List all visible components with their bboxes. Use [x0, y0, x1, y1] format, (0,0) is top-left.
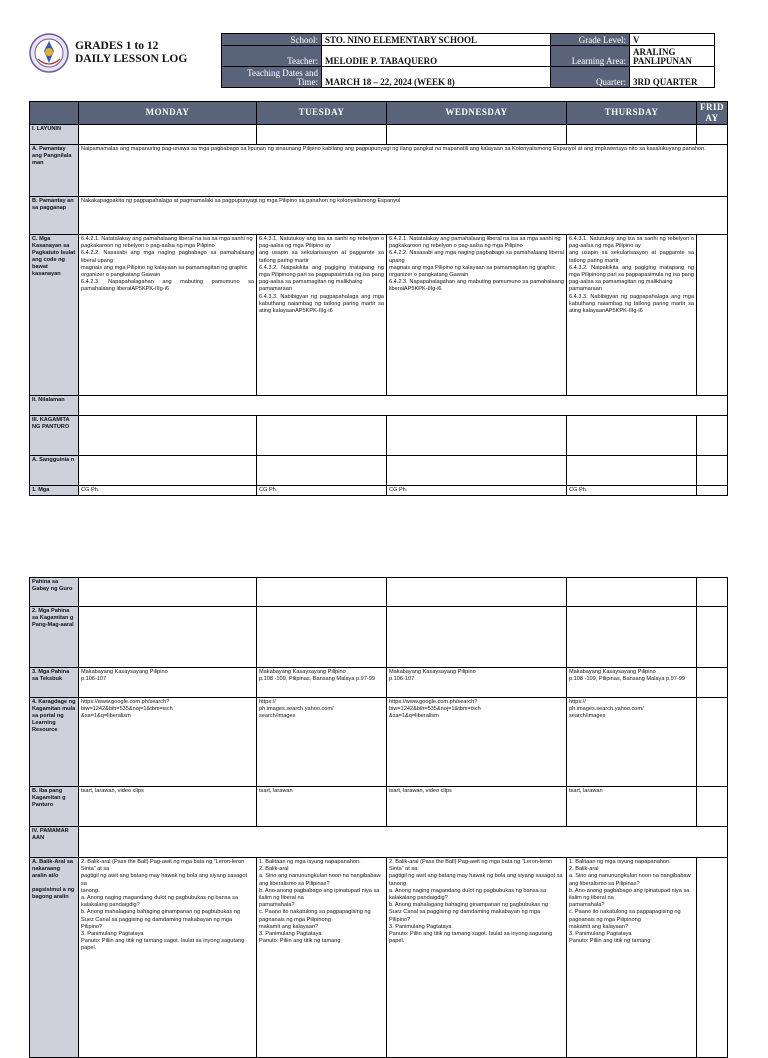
iba-tuesday: tsart, larawan: [257, 787, 387, 827]
day-header-monday: MONDAY: [79, 102, 257, 125]
cell: [387, 578, 567, 607]
cg-tuesday: CG Ph.: [257, 486, 387, 496]
cell: [697, 416, 728, 456]
cell: [567, 456, 697, 486]
cell: [387, 456, 567, 486]
row-label-mga-pahina: 1. Mga: [30, 486, 79, 496]
cell: [697, 125, 728, 145]
dates-label: Teaching Dates and Time:: [222, 67, 322, 88]
balik-aral-tuesday: 1. Balitaan ng mga isyung napapanahon. 2. Balik-aral a. Sino ang nanunungkulan noon na nangibabaw ang liberalismo sa Pilipinas? b. Ano-anong pagbabago ang ipinatupad niya sa ilalim ng liberal na pamamahala? c. Paano ito nakatulong sa pagpapagising ng pagnanais ng mga Pilipinong makamit ang kalayaan? 3. Panimulang Pagtataya Panuto: Piliin ang titik ng tamang: [257, 858, 387, 1058]
kasanayan-thursday: 6.4.3.1. Natutukoy ang isa sa sanhi ng rebelyon o pag-aalsa ng mga Pilipino ay ang usapin sa sekularisasyon at paggarote sa tatlong paring martir 6.4.3.2. Naipakikita ang pagiging matapang ng mga Pilipinong pari sa pagpapasimula ng isa pang pag-aalsa sa pamamagitan ng malikhaing pamamaraan 6.4.3.3. Nabibigyan ng pagpapahalaga ang mga kabuthang naiambag ng tatlong paring martir sa ating kalayaanAP5KPK-IIIg-i6: [567, 235, 697, 396]
teksbuk-wednesday: Makabayang Kasaysayang Pilipino p.106-107: [387, 668, 567, 698]
cell: [257, 125, 387, 145]
grade-label: Grade Level:: [551, 34, 630, 46]
cg-thursday: CG Ph.: [567, 486, 697, 496]
teksbuk-monday: Makabayang Kasaysayang Pilipino p.106-107: [79, 668, 257, 698]
pamantayan-sa-pagganap-text: Nakakapagpakita ng pagpapahalaga at pagmamalaki sa pagpupunyagi ng mga Pilipino sa panahon ng kolonyalismong Espanyol: [79, 197, 728, 235]
cell: [697, 486, 728, 496]
header-info-table: [221, 33, 715, 88]
area-value: ARALING PANLIPUNAN: [630, 46, 715, 67]
quarter-value: 3RD QUARTER: [630, 67, 715, 88]
row-label-iba-pang-kagamitan: B. Iba pang Kagamitan g Panturo: [30, 787, 79, 827]
iba-monday: tsart, larawan, video clips: [79, 787, 257, 827]
iba-wednesday: tsart, larawan, video clips: [387, 787, 567, 827]
cell: [697, 698, 728, 787]
kasanayan-wednesday: 6.4.2.1. Natatalakay ang pamahalaang liberal na isa sa mga sanhi ng pagkakaroon ng rebelyon o pag-aalsa ng mga Pilipino 6.4.2.2. Nasasabi ang mga naging pagbabago sa pamahalaang liberal upang magnais ang mga Pilipino ng kalayaan sa pamamagitan ng graphic organizer o pangkatang Gawain 6.4.2.3. Napapahalagahan ang mabuting pamumuno sa pamahalaang liberalAP5KPK-IIIg-i6: [387, 235, 567, 396]
portal-wednesday: https://www.google.com.ph/search?biw=1242&bih=535&noj=1&tbm=isch &sa=1&q=liberalism: [387, 698, 567, 787]
teksbuk-thursday: Makabayang Kasaysayang Pilipino p.108 -109, Pilipinas, Bansang Malaya p.97-99: [567, 668, 697, 698]
portal-monday: https://www.google.com.ph/search?biw=1242&bih=535&noj=1&tbm=isch &sa=1&q=liberalism: [79, 698, 257, 787]
portal-thursday: https:// ph.images.search.yahoo.com/ search/images: [567, 698, 697, 787]
cell: [257, 456, 387, 486]
cell: [567, 578, 697, 607]
day-header-tuesday: TUESDAY: [257, 102, 387, 125]
balik-aral-monday: 2. Balik-aral (Pass the Ball) Pag-awit ng mga bata ng “Leron-leron Sinta” at sa pagtigil ng awit ang batang may hawak ng bola ang siyang sasagot sa tanong. a. Anong naging magandang dulot ng pagbubukas ng bansa sa kalakalang pandaigdig? b. Anong mahalagang bahaging ginampanan ng pagbubukas ng Suez Canal sa paggising ng damdaming makabayan ng mga Pilipino? 3. Panimulang Pagtataya Panuto: Piliin ang titik ng tamang sagot. Isulat sa inyong sagutang papel.: [79, 858, 257, 1058]
lesson-log-table-page1: [29, 101, 728, 496]
cell: [567, 125, 697, 145]
balik-aral-wednesday: 2. Balik-aral (Pass the Ball) Pag-awit ng mga bata ng “Leron-leron Sinta” at sa pagtigil ng awit ang batang may hawak ng bola ang siyang sasagot sa tanong. a. Anong naging magandang dulot ng pagbubukas ng bansa sa kalakalang pandaigdig? b. Anong mahalagang bahaging ginampanan ng pagbubukas ng Suez Canal sa paggising ng damdaming makabayan ng mga Pilipino? 3. Panimulang Pagtataya Panuto: Piliin ang titik ng tamang sagot. Isulat sa inyong sagutang papel.: [387, 858, 567, 1058]
row-label-kagamitan-mag-aaral: 2. Mga Pahina sa Kagamitan g Pang-Mag-aaral: [30, 607, 79, 668]
cell: [79, 125, 257, 145]
cell: [697, 668, 728, 698]
cell: [697, 456, 728, 486]
kasanayan-friday: [697, 235, 728, 396]
row-label-layunin: I. LAYUNIN: [30, 125, 79, 145]
teksbuk-tuesday: Makabayang Kasaysayang Pilipino p.108 -109, Pilipinas, Bansang Malaya p.97-99: [257, 668, 387, 698]
teacher-label: Teacher:: [222, 46, 322, 67]
cell: [79, 456, 257, 486]
row-label-sanggunian: A. Sangguinia n: [30, 456, 79, 486]
row-label-nilalaman: II. Nilalaman: [30, 396, 79, 416]
lesson-log-table-page2: [29, 577, 728, 1058]
iba-thursday: tsart, larawan: [567, 787, 697, 827]
row-label-pamantayang-pangnilalaman: A. Pamantay ang Pangnilala man: [30, 145, 79, 197]
row-label-gabay-ng-guro: Pahina sa Gabay ng Guro: [30, 578, 79, 607]
cell: [257, 607, 387, 668]
dates-value: MARCH 18 – 22, 2024 (WEEK 8): [322, 67, 551, 88]
portal-tuesday: https:// ph.images.search.yahoo.com/ search/images: [257, 698, 387, 787]
row-label-kasanayan: C. Mga Kasanayan sa Pagkatuto Isulat ang code ng bawat kasanayan: [30, 235, 79, 396]
row-label-pamamaraan: IV. PAMAMAR AAN: [30, 827, 79, 858]
cell: [387, 607, 567, 668]
row-label-learning-resource: 4. Karagdage ng Kagamitan mula sa portal ng Learning Resource: [30, 698, 79, 787]
area-label: Learning Area:: [551, 46, 630, 67]
pamantayang-pangnilalaman-text: Naipamamalas ang mapanuring pag-unawa sa mga pagbabago sa lipunan ng sinaunang Pilipino kabilang ang pagpupunyagi ng ilang pangkat na mapanatili ang kalayaan sa Kolonyalismong Espanyol at ang impluwensya nito sa kasalukuyang panahon.: [79, 145, 728, 197]
kasanayan-tuesday: 6.4.3.1. Natutukoy ang isa sa sanhi ng rebelyon o pag-aalsa ng mga Pilipino ay ang usapin sa sekularisasyon at paggarote sa tatlong paring martir 6.4.3.2. Naipakikita ang pagiging matapang ng mga Pilipinong pari sa pagpapasimula ng isa pang pag-aalsa sa pamamagitan ng malikhaing pamamaraan 6.4.3.3. Nabibigyan ng pagpapahalaga ang mga kabuthang naiambag ng tatlong paring martir sa ating kalayaanAP5KPK-IIIg-i6: [257, 235, 387, 396]
row-label-pamantayan-sa-pagganap: B. Pamantay an sa pagganap: [30, 197, 79, 235]
day-header-friday: FRID AY: [697, 102, 728, 125]
title-line-1: GRADES 1 to 12: [75, 40, 159, 52]
row-label-kagamitang-panturo: III. KAGAMITA NG PANTURO: [30, 416, 79, 456]
cell: [567, 416, 697, 456]
cell: [697, 607, 728, 668]
cell: [79, 578, 257, 607]
cell: [387, 125, 567, 145]
row-label-balik-aral: A. Balik-Aral sa nakaraang aralin at/o pagsisimul a ng bagong aralin: [30, 858, 79, 1058]
school-label: School:: [222, 34, 322, 46]
document-title: [75, 40, 225, 66]
cell: [387, 416, 567, 456]
cg-monday: CG Ph.: [79, 486, 257, 496]
day-header-thursday: THURSDAY: [567, 102, 697, 125]
nilalaman-cell: [79, 396, 728, 416]
balik-aral-thursday: 1. Balitaan ng mga isyung napapanahon. 2. Balik-aral a. Sino ang nanunungkulan noon na nangibabaw ang liberalismo sa Pilipinas? b. Ano-anong pagbabago ang ipinatupad niya sa ilalim ng liberal na pamamahala? c. Paano ito nakatulong sa pagpapagising ng pagnanais ng mga Pilipinong makamit ang kalayaan? 3. Panimulang Pagtataya Panuto: Piliin ang titik ng tamang: [567, 858, 697, 1058]
school-value: STO. NINO ELEMENTARY SCHOOL: [322, 34, 551, 46]
cell: [697, 787, 728, 827]
grade-value: V: [630, 34, 715, 46]
teacher-value: MELODIE P. TABAQUERO: [322, 46, 551, 67]
cell: [697, 578, 728, 607]
corner-header: [30, 102, 79, 125]
cg-wednesday: CG Ph.: [387, 486, 567, 496]
cell: [79, 607, 257, 668]
cell: [257, 578, 387, 607]
pamamaraan-cell: [79, 827, 728, 858]
title-line-2: DAILY LESSON LOG: [75, 53, 188, 65]
cell: [257, 416, 387, 456]
cell: [79, 416, 257, 456]
day-header-wednesday: WEDNESDAY: [387, 102, 567, 125]
cell: [567, 607, 697, 668]
cell: [697, 858, 728, 1058]
deped-seal-logo: [29, 33, 69, 73]
quarter-label: Quarter:: [551, 67, 630, 88]
row-label-teksbuk: 3. Mga Pahina sa Teksbuk: [30, 668, 79, 698]
kasanayan-monday: 6.4.2.1. Natatalakay ang pamahalaang liberal na isa sa mga sanhi ng pagkakaroon ng rebelyon o pag-aalsa ng mga Pilipino 6.4.2.2. Nasasabi ang mga naging pagbabago sa pamahalaang liberal upang magnais ang mga Pilipino ng kalayaan sa pamamagitan ng graphic organizer o pangkatang Gawain 6.4.2.3. Napapahalagahan ang mabuting pamumuno sa pamahalaang liberalAP5KPK-IIIg-i6: [79, 235, 257, 396]
